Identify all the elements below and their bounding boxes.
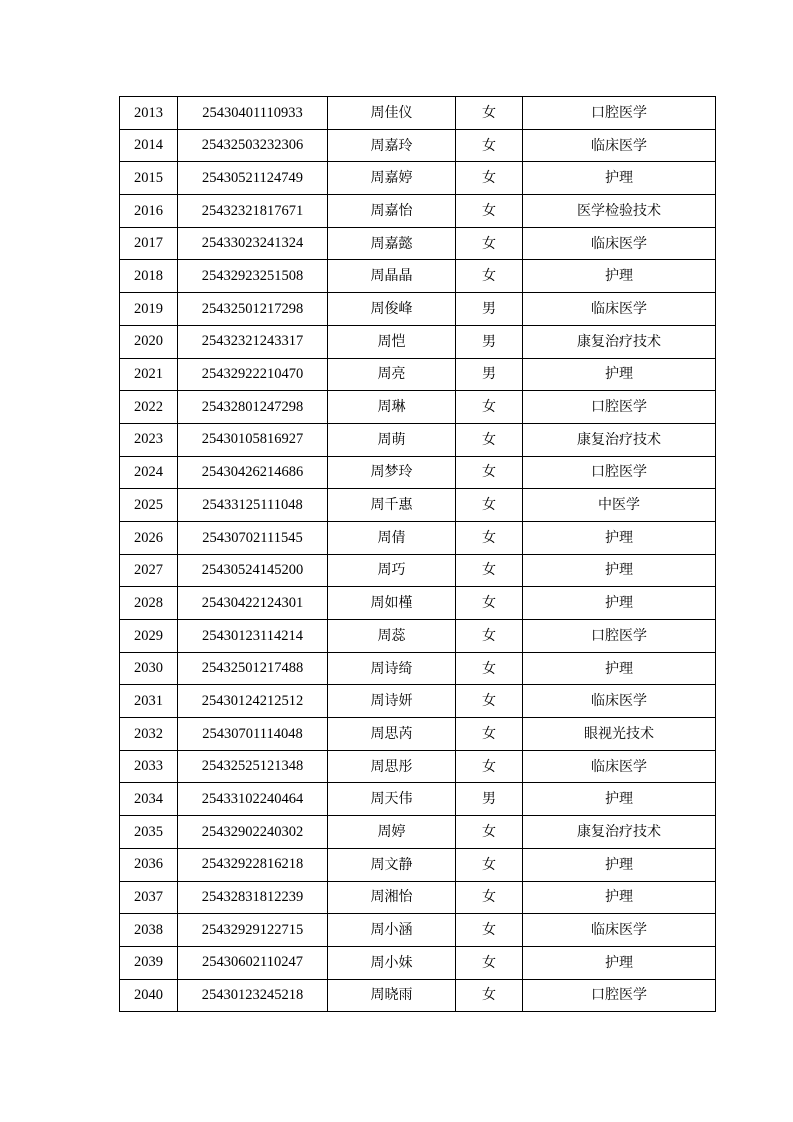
cell-sequence-number: 2030 xyxy=(120,652,178,685)
cell-student-name: 周思芮 xyxy=(328,718,456,751)
cell-major: 护理 xyxy=(523,162,716,195)
cell-candidate-id: 25432922816218 xyxy=(178,848,328,881)
table-row xyxy=(120,260,716,293)
cell-gender: 女 xyxy=(456,718,523,751)
cell-gender: 男 xyxy=(456,293,523,326)
cell-sequence-number: 2020 xyxy=(120,325,178,358)
cell-sequence-number: 2014 xyxy=(120,129,178,162)
cell-student-name: 周恺 xyxy=(328,325,456,358)
table-row xyxy=(120,195,716,228)
cell-gender: 女 xyxy=(456,587,523,620)
table-row xyxy=(120,358,716,391)
cell-student-name: 周小涵 xyxy=(328,914,456,947)
cell-candidate-id: 25433125111048 xyxy=(178,489,328,522)
cell-sequence-number: 2040 xyxy=(120,979,178,1012)
cell-gender: 男 xyxy=(456,358,523,391)
table-row xyxy=(120,391,716,424)
cell-student-name: 周琳 xyxy=(328,391,456,424)
cell-candidate-id: 25430105816927 xyxy=(178,423,328,456)
cell-student-name: 周俊峰 xyxy=(328,293,456,326)
cell-candidate-id: 25432503232306 xyxy=(178,129,328,162)
cell-gender: 女 xyxy=(456,946,523,979)
cell-major: 护理 xyxy=(523,946,716,979)
table-row xyxy=(120,816,716,849)
cell-major: 临床医学 xyxy=(523,685,716,718)
cell-student-name: 周晶晶 xyxy=(328,260,456,293)
cell-sequence-number: 2031 xyxy=(120,685,178,718)
cell-student-name: 周嘉婷 xyxy=(328,162,456,195)
cell-student-name: 周亮 xyxy=(328,358,456,391)
cell-major: 护理 xyxy=(523,554,716,587)
cell-student-name: 周小妹 xyxy=(328,946,456,979)
cell-major: 康复治疗技术 xyxy=(523,423,716,456)
cell-gender: 女 xyxy=(456,227,523,260)
table-row xyxy=(120,162,716,195)
cell-major: 护理 xyxy=(523,652,716,685)
cell-candidate-id: 25430602110247 xyxy=(178,946,328,979)
cell-student-name: 周蕊 xyxy=(328,620,456,653)
cell-gender: 女 xyxy=(456,162,523,195)
cell-candidate-id: 25432922210470 xyxy=(178,358,328,391)
cell-student-name: 周嘉怡 xyxy=(328,195,456,228)
table-row xyxy=(120,227,716,260)
cell-major: 临床医学 xyxy=(523,914,716,947)
cell-candidate-id: 25430123114214 xyxy=(178,620,328,653)
table-row xyxy=(120,325,716,358)
cell-major: 中医学 xyxy=(523,489,716,522)
cell-gender: 女 xyxy=(456,129,523,162)
table-row xyxy=(120,848,716,881)
cell-sequence-number: 2037 xyxy=(120,881,178,914)
cell-gender: 女 xyxy=(456,816,523,849)
cell-sequence-number: 2028 xyxy=(120,587,178,620)
table-row xyxy=(120,423,716,456)
cell-major: 护理 xyxy=(523,783,716,816)
cell-student-name: 周倩 xyxy=(328,521,456,554)
cell-gender: 女 xyxy=(456,750,523,783)
cell-student-name: 周湘怡 xyxy=(328,881,456,914)
cell-major: 护理 xyxy=(523,358,716,391)
cell-candidate-id: 25430426214686 xyxy=(178,456,328,489)
cell-student-name: 周诗妍 xyxy=(328,685,456,718)
cell-candidate-id: 25432525121348 xyxy=(178,750,328,783)
cell-student-name: 周晓雨 xyxy=(328,979,456,1012)
cell-candidate-id: 25430524145200 xyxy=(178,554,328,587)
table-row xyxy=(120,718,716,751)
cell-student-name: 周嘉玲 xyxy=(328,129,456,162)
cell-sequence-number: 2027 xyxy=(120,554,178,587)
cell-sequence-number: 2013 xyxy=(120,97,178,130)
table-row xyxy=(120,554,716,587)
cell-gender: 女 xyxy=(456,260,523,293)
cell-candidate-id: 25430702111545 xyxy=(178,521,328,554)
cell-sequence-number: 2036 xyxy=(120,848,178,881)
cell-major: 临床医学 xyxy=(523,293,716,326)
cell-gender: 女 xyxy=(456,979,523,1012)
table-row xyxy=(120,620,716,653)
cell-sequence-number: 2019 xyxy=(120,293,178,326)
cell-student-name: 周诗绮 xyxy=(328,652,456,685)
table-row xyxy=(120,750,716,783)
cell-sequence-number: 2024 xyxy=(120,456,178,489)
cell-sequence-number: 2034 xyxy=(120,783,178,816)
cell-gender: 女 xyxy=(456,97,523,130)
roster-table-body xyxy=(120,97,716,1012)
cell-gender: 女 xyxy=(456,195,523,228)
cell-major: 康复治疗技术 xyxy=(523,325,716,358)
table-row xyxy=(120,521,716,554)
cell-gender: 女 xyxy=(456,848,523,881)
cell-student-name: 周婷 xyxy=(328,816,456,849)
table-row xyxy=(120,97,716,130)
cell-sequence-number: 2026 xyxy=(120,521,178,554)
table-row xyxy=(120,979,716,1012)
cell-gender: 女 xyxy=(456,423,523,456)
cell-gender: 女 xyxy=(456,652,523,685)
cell-student-name: 周梦玲 xyxy=(328,456,456,489)
cell-student-name: 周千惠 xyxy=(328,489,456,522)
cell-candidate-id: 25432321817671 xyxy=(178,195,328,228)
cell-candidate-id: 25432831812239 xyxy=(178,881,328,914)
cell-candidate-id: 25432929122715 xyxy=(178,914,328,947)
cell-sequence-number: 2022 xyxy=(120,391,178,424)
cell-gender: 女 xyxy=(456,554,523,587)
cell-gender: 女 xyxy=(456,521,523,554)
cell-candidate-id: 25433102240464 xyxy=(178,783,328,816)
cell-sequence-number: 2029 xyxy=(120,620,178,653)
cell-candidate-id: 25430123245218 xyxy=(178,979,328,1012)
table-row xyxy=(120,783,716,816)
cell-gender: 女 xyxy=(456,914,523,947)
cell-major: 口腔医学 xyxy=(523,97,716,130)
table-row xyxy=(120,881,716,914)
cell-student-name: 周文静 xyxy=(328,848,456,881)
cell-major: 康复治疗技术 xyxy=(523,816,716,849)
cell-student-name: 周嘉懿 xyxy=(328,227,456,260)
cell-sequence-number: 2023 xyxy=(120,423,178,456)
cell-candidate-id: 25432902240302 xyxy=(178,816,328,849)
cell-major: 口腔医学 xyxy=(523,620,716,653)
cell-major: 口腔医学 xyxy=(523,456,716,489)
cell-candidate-id: 25430124212512 xyxy=(178,685,328,718)
cell-sequence-number: 2021 xyxy=(120,358,178,391)
cell-gender: 女 xyxy=(456,456,523,489)
cell-major: 护理 xyxy=(523,881,716,914)
cell-sequence-number: 2032 xyxy=(120,718,178,751)
cell-gender: 女 xyxy=(456,620,523,653)
cell-candidate-id: 25430521124749 xyxy=(178,162,328,195)
cell-sequence-number: 2039 xyxy=(120,946,178,979)
cell-sequence-number: 2017 xyxy=(120,227,178,260)
cell-sequence-number: 2025 xyxy=(120,489,178,522)
cell-major: 护理 xyxy=(523,848,716,881)
cell-major: 口腔医学 xyxy=(523,979,716,1012)
table-row xyxy=(120,129,716,162)
cell-sequence-number: 2033 xyxy=(120,750,178,783)
cell-sequence-number: 2035 xyxy=(120,816,178,849)
cell-student-name: 周思彤 xyxy=(328,750,456,783)
cell-major: 护理 xyxy=(523,587,716,620)
cell-student-name: 周如槿 xyxy=(328,587,456,620)
cell-sequence-number: 2018 xyxy=(120,260,178,293)
cell-major: 护理 xyxy=(523,521,716,554)
cell-candidate-id: 25432321243317 xyxy=(178,325,328,358)
student-roster-table xyxy=(119,96,716,1012)
cell-major: 医学检验技术 xyxy=(523,195,716,228)
cell-candidate-id: 25432501217488 xyxy=(178,652,328,685)
table-row xyxy=(120,914,716,947)
cell-student-name: 周萌 xyxy=(328,423,456,456)
cell-candidate-id: 25433023241324 xyxy=(178,227,328,260)
table-row xyxy=(120,685,716,718)
cell-sequence-number: 2038 xyxy=(120,914,178,947)
cell-sequence-number: 2016 xyxy=(120,195,178,228)
cell-gender: 女 xyxy=(456,391,523,424)
cell-candidate-id: 25432501217298 xyxy=(178,293,328,326)
cell-gender: 女 xyxy=(456,881,523,914)
cell-gender: 男 xyxy=(456,325,523,358)
cell-candidate-id: 25430422124301 xyxy=(178,587,328,620)
cell-gender: 女 xyxy=(456,489,523,522)
cell-student-name: 周天伟 xyxy=(328,783,456,816)
table-row xyxy=(120,587,716,620)
table-row xyxy=(120,946,716,979)
cell-major: 护理 xyxy=(523,260,716,293)
table-row xyxy=(120,456,716,489)
table-row xyxy=(120,489,716,522)
cell-candidate-id: 25432923251508 xyxy=(178,260,328,293)
cell-candidate-id: 25432801247298 xyxy=(178,391,328,424)
table-row xyxy=(120,293,716,326)
cell-candidate-id: 25430401110933 xyxy=(178,97,328,130)
cell-major: 临床医学 xyxy=(523,227,716,260)
cell-major: 临床医学 xyxy=(523,750,716,783)
table-row xyxy=(120,652,716,685)
cell-major: 眼视光技术 xyxy=(523,718,716,751)
cell-major: 临床医学 xyxy=(523,129,716,162)
cell-gender: 男 xyxy=(456,783,523,816)
cell-gender: 女 xyxy=(456,685,523,718)
cell-major: 口腔医学 xyxy=(523,391,716,424)
cell-candidate-id: 25430701114048 xyxy=(178,718,328,751)
cell-sequence-number: 2015 xyxy=(120,162,178,195)
cell-student-name: 周佳仪 xyxy=(328,97,456,130)
cell-student-name: 周巧 xyxy=(328,554,456,587)
